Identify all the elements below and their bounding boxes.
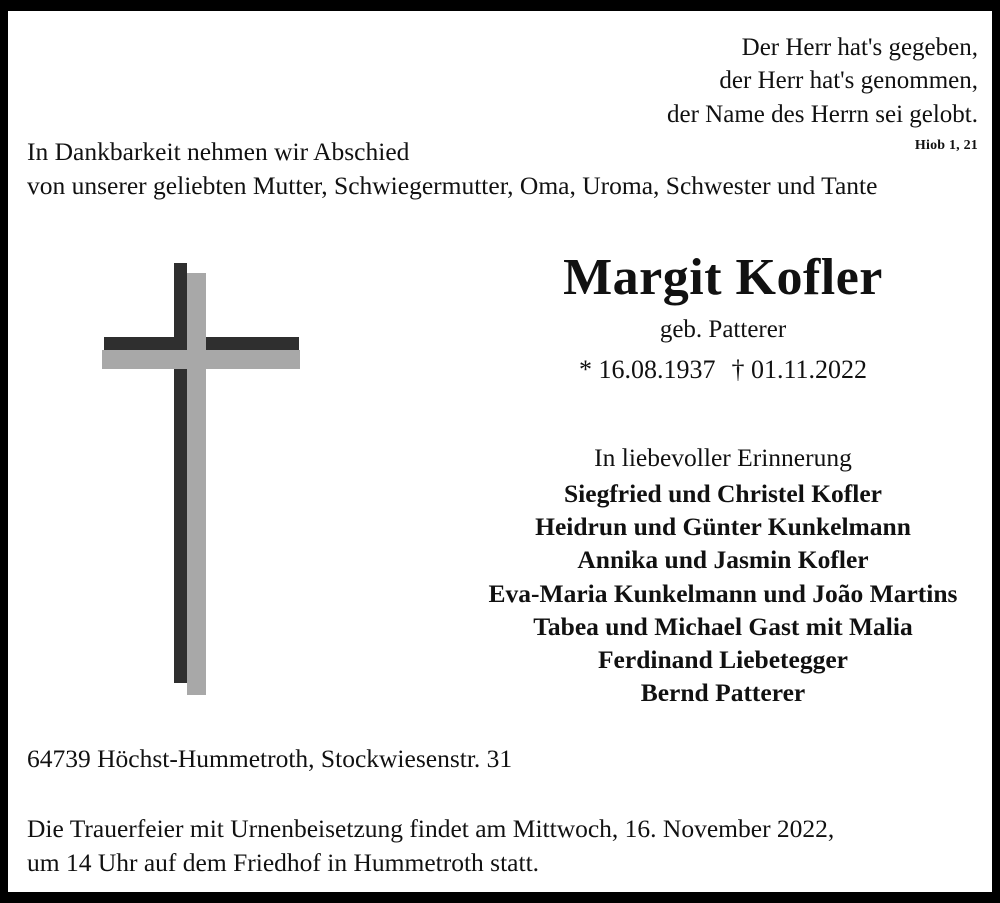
- maiden-name: geb. Patterer: [659, 316, 787, 344]
- life-dates: [458, 355, 988, 385]
- verse-line-3: der Name des Herrn sei gelobt.: [667, 100, 978, 128]
- deceased-name-block: [458, 249, 988, 385]
- list-item: Tabea und Michael Gast mit Malia: [533, 611, 913, 641]
- death-date: † 01.11.2022: [731, 355, 868, 385]
- page-title: Margit Kofler: [563, 249, 883, 306]
- verse-line-1: Der Herr hat's gegeben,: [741, 34, 978, 61]
- list-item: Siegfried und Christel Kofler: [563, 479, 882, 509]
- mourners-block: [458, 441, 988, 709]
- birth-date: * 16.08.1937: [578, 355, 716, 385]
- intro-line-2: von unserer geliebten Mutter, Schwiegermutter, Oma, Uroma, Schwester und Tante: [27, 171, 878, 201]
- list-item: Bernd Patterer: [640, 677, 806, 707]
- mourners-heading: In liebevoller Erinnerung: [594, 443, 852, 472]
- ceremony-line-2: um 14 Uhr auf dem Friedhof in Hummetroth statt.: [27, 848, 540, 878]
- intro-text: [27, 135, 877, 203]
- list-item: Ferdinand Liebetegger: [597, 644, 848, 674]
- cross-icon: [86, 251, 306, 701]
- verse-reference: Hiob 1, 21: [914, 137, 978, 153]
- address-line: 64739 Höchst-Hummetroth, Stockwiesenstr. 31: [27, 744, 513, 773]
- verse-line-2: der Herr hat's genommen,: [719, 67, 978, 95]
- list-item: Heidrun und Günter Kunkelmann: [535, 512, 911, 542]
- intro-line-1: In Dankbarkeit nehmen wir Abschied: [27, 137, 410, 166]
- obituary-inner: [8, 11, 992, 892]
- ceremony-info: [27, 812, 834, 881]
- list-item: Eva-Maria Kunkelmann und João Martins: [488, 578, 958, 608]
- ceremony-line-1: Die Trauerfeier mit Urnenbeisetzung findet am Mittwoch, 16. November 2022,: [27, 814, 835, 843]
- list-item: Annika und Jasmin Kofler: [577, 545, 869, 575]
